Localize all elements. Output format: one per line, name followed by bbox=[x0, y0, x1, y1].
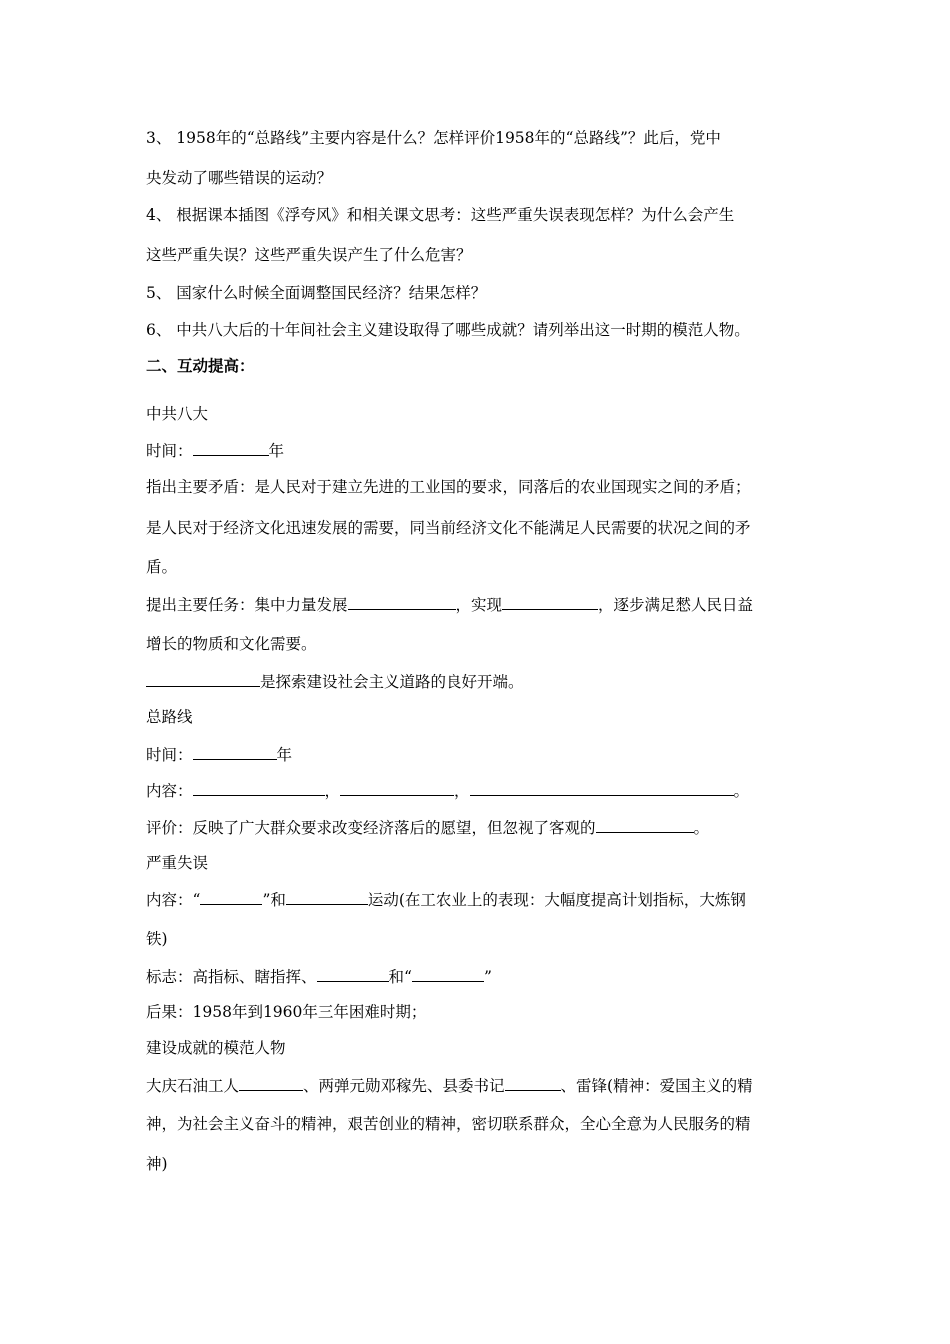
mistakes-marks-blank1 bbox=[317, 966, 389, 982]
zongluxian-eval-blank bbox=[596, 817, 694, 833]
models-line2: 神，为社会主义奋斗的精神，艰苦创业的精神，密切联系群众，全心全意为人民服务的精 bbox=[146, 1115, 751, 1133]
models-line3: 神) bbox=[146, 1155, 168, 1173]
zongluxian-content-blank3 bbox=[470, 780, 734, 796]
mistakes-result: 后果：1958年到1960年三年困难时期； bbox=[146, 1003, 427, 1021]
zongluxian-time bbox=[146, 744, 292, 765]
bada-heading: 中共八大 bbox=[146, 405, 209, 423]
bada-task-line1 bbox=[146, 594, 753, 615]
mistakes-heading: 严重失误 bbox=[146, 854, 209, 872]
mistakes-marks-blank2 bbox=[412, 966, 484, 982]
mistakes-content-suffix: 运动(在工农业上的表现：大幅度提高计划指标，大炼钢 bbox=[367, 891, 746, 909]
models-line1-suffix: 、雷锋(精神：爱国主义的精 bbox=[560, 1077, 753, 1095]
bada-start-suffix: 是探索建设社会主义道路的良好开端。 bbox=[260, 673, 524, 691]
bada-task-blank2 bbox=[502, 594, 598, 610]
bada-contradiction-line2: 是人民对于经济文化迅速发展的需要，同当前经济文化不能满足人民需要的状况之间的矛 bbox=[146, 519, 751, 537]
mistakes-content-prefix: 内容：“ bbox=[146, 891, 201, 909]
models-line1-prefix: 大庆石油工人 bbox=[146, 1077, 240, 1095]
mistakes-marks-prefix: 标志：高指标、瞎指挥、 bbox=[146, 968, 317, 986]
section-2-title: 二、互动提高： bbox=[146, 357, 255, 375]
mistakes-marks bbox=[146, 966, 492, 987]
zongluxian-content-blank2 bbox=[340, 780, 454, 796]
zongluxian-eval-prefix: 评价：反映了广大群众要求改变经济落后的愿望，但忽视了客观的 bbox=[146, 819, 596, 837]
bada-start-line bbox=[146, 671, 524, 692]
bada-task-suffix: ，逐步满足憖人民日益 bbox=[598, 596, 754, 614]
models-heading: 建设成就的模范人物 bbox=[146, 1039, 286, 1057]
bada-time-label: 时间： bbox=[146, 442, 193, 460]
zongluxian-year-blank bbox=[193, 744, 277, 760]
mistakes-content-mid: ”和 bbox=[262, 891, 286, 909]
zongluxian-eval bbox=[146, 817, 709, 838]
question-4-line2: 这些严重失误？这些严重失误产生了什么危害？ bbox=[146, 246, 472, 264]
mistakes-content-blank1 bbox=[200, 889, 262, 905]
mistakes-content-line2: 铁) bbox=[146, 930, 168, 948]
zongluxian-eval-end: 。 bbox=[693, 819, 710, 837]
bada-contradiction-line3: 盾。 bbox=[146, 558, 178, 576]
models-line1-mid: 、两弹元勋邓稼先、县委书记 bbox=[303, 1077, 505, 1095]
mistakes-content-line1 bbox=[146, 889, 746, 910]
bada-start-blank bbox=[146, 671, 260, 687]
zongluxian-content-blank1 bbox=[193, 780, 325, 796]
models-line1 bbox=[146, 1075, 753, 1096]
bada-task-prefix: 提出主要任务：集中力量发展 bbox=[146, 596, 348, 614]
zongluxian-sep2: ， bbox=[454, 782, 470, 800]
mistakes-marks-mid: 和“ bbox=[388, 968, 412, 986]
bada-task-mid: ，实现 bbox=[455, 596, 503, 614]
zongluxian-end: 。 bbox=[733, 782, 750, 800]
zongluxian-sep1: ， bbox=[324, 782, 341, 800]
question-6: 6、 中共八大后的十年间社会主义建设取得了哪些成就？请列举出这一时期的模范人物。 bbox=[146, 321, 750, 339]
mistakes-content-blank2 bbox=[286, 889, 368, 905]
bada-task-line2: 增长的物质和文化需要。 bbox=[146, 635, 317, 653]
zongluxian-content bbox=[146, 780, 749, 801]
zongluxian-year-suffix: 年 bbox=[276, 746, 293, 764]
question-3-line1: 3、 1958年的“总路线”主要内容是什么？怎样评价1958年的“总路线”？此后，党中 bbox=[146, 129, 721, 147]
zongluxian-time-label: 时间： bbox=[146, 746, 193, 764]
bada-year-blank bbox=[193, 440, 269, 456]
zongluxian-content-label: 内容： bbox=[146, 782, 193, 800]
models-worker-blank bbox=[239, 1075, 303, 1091]
bada-task-blank1 bbox=[348, 594, 456, 610]
zongluxian-heading: 总路线 bbox=[146, 708, 193, 726]
question-5: 5、 国家什么时候全面调整国民经济？结果怎样？ bbox=[146, 284, 487, 302]
question-4-line1: 4、 根据课本插图《浮夸风》和相关课文思考：这些严重失误表现怎样？为什么会产生 bbox=[146, 206, 735, 224]
models-secretary-blank bbox=[505, 1075, 561, 1091]
question-3-line2: 央发动了哪些错误的运动？ bbox=[146, 169, 333, 187]
bada-contradiction-line1: 指出主要矛盾：是人民对于建立先进的工业国的要求，同落后的农业国现实之间的矛盾； bbox=[146, 478, 751, 496]
bada-time bbox=[146, 440, 284, 461]
mistakes-marks-end: ” bbox=[483, 968, 492, 986]
bada-year-suffix: 年 bbox=[268, 442, 285, 460]
